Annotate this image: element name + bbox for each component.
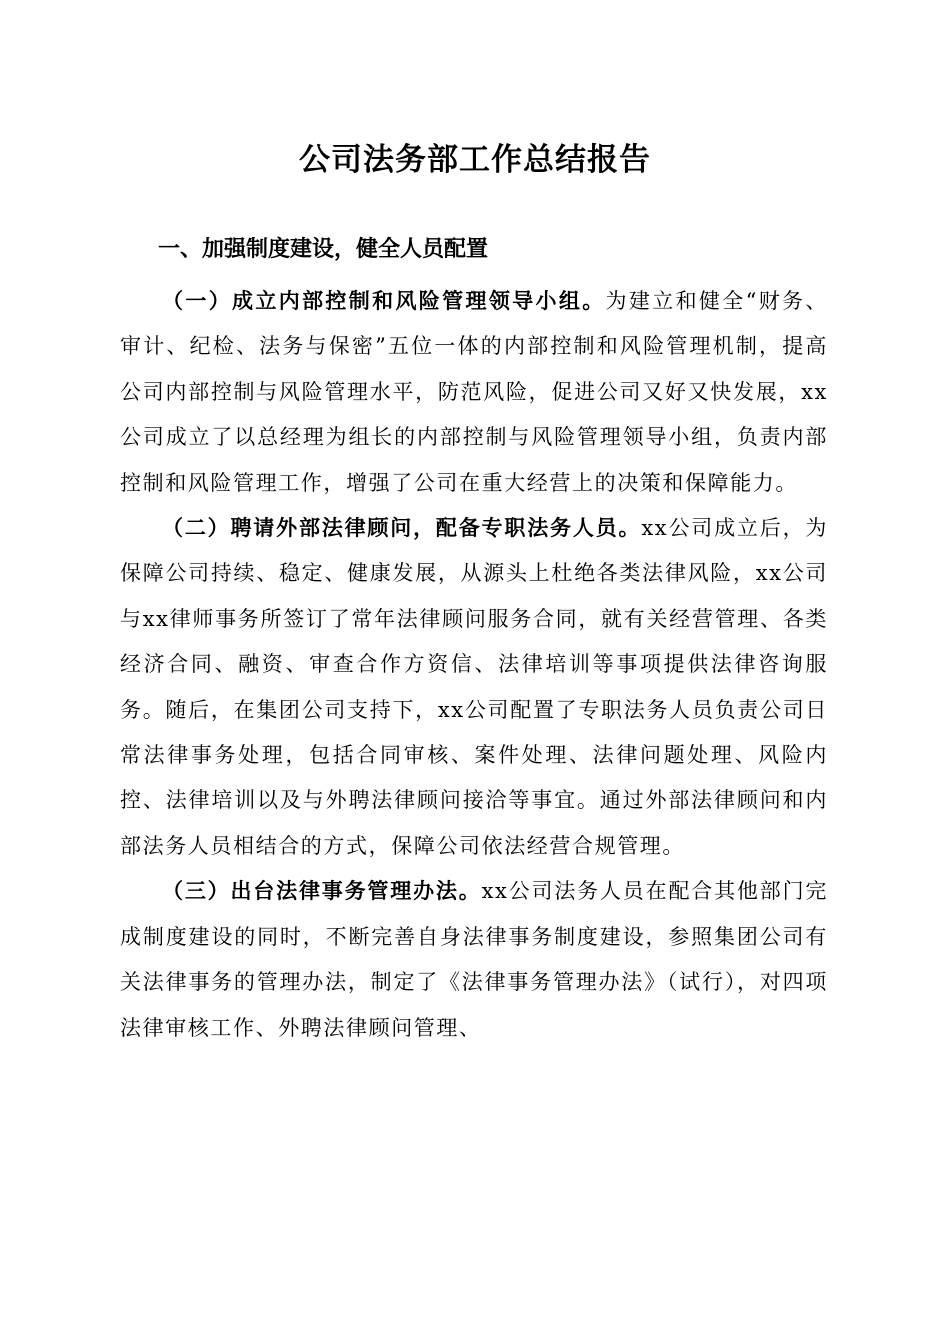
section-heading: 一、加强制度建设，健全人员配置: [158, 237, 489, 262]
paragraph-1-text: 为建立和健全“财务、审计、纪检、法务与保密”五位一体的内部控制和风险管理机制，提高公司内部控制与风险管理水平，防范风险，促进公司又好又快发展，xx公司成立了以总经理为组长的内部控制与风险管理领导小组，负责内部控制和风险管理工作，增强了公司在重大经营上的决策和保障能力。: [120, 289, 828, 495]
document-title: 公司法务部工作总结报告: [299, 142, 651, 178]
paragraph-2: [120, 506, 828, 869]
paragraph-2-text: xx公司成立后，为保障公司持续、稳定、健康发展，从源头上杜绝各类法律风险，xx公司与xx律师事务所签订了常年法律顾问服务合同，就有关经营管理、各类经济合同、融资、审查合作方资信、法律培训等事项提供法律咨询服务。随后，在集团公司支持下，xx公司配置了专职法务人员负责公司日常法律事务处理，包括合同审核、案件处理、法律问题处理、风险内控、法律培训以及与外聘法律顾问接洽等事宜。通过外部法律顾问和内部法务人员相结合的方式，保障公司依法经营合规管理。: [120, 516, 828, 858]
paragraph-2-lead: （二）聘请外部法律顾问，配备专职法务人员。: [162, 516, 642, 541]
paragraph-3: [120, 869, 828, 1051]
paragraph-1-lead: （一）成立内部控制和风险管理领导小组。: [162, 289, 606, 313]
paragraph-3-lead: （三）出台法律事务管理办法。: [162, 879, 482, 904]
paragraph-3-text: xx公司法务人员在配合其他部门完成制度建设的同时，不断完善自身法律事务制度建设，参照集团公司有关法律事务的管理办法，制定了《法律事务管理办法》（试行），对四项法律审核工作、外聘法律顾问管理、: [120, 879, 828, 1040]
paragraph-1: [120, 279, 828, 506]
document-body: [120, 279, 828, 1051]
